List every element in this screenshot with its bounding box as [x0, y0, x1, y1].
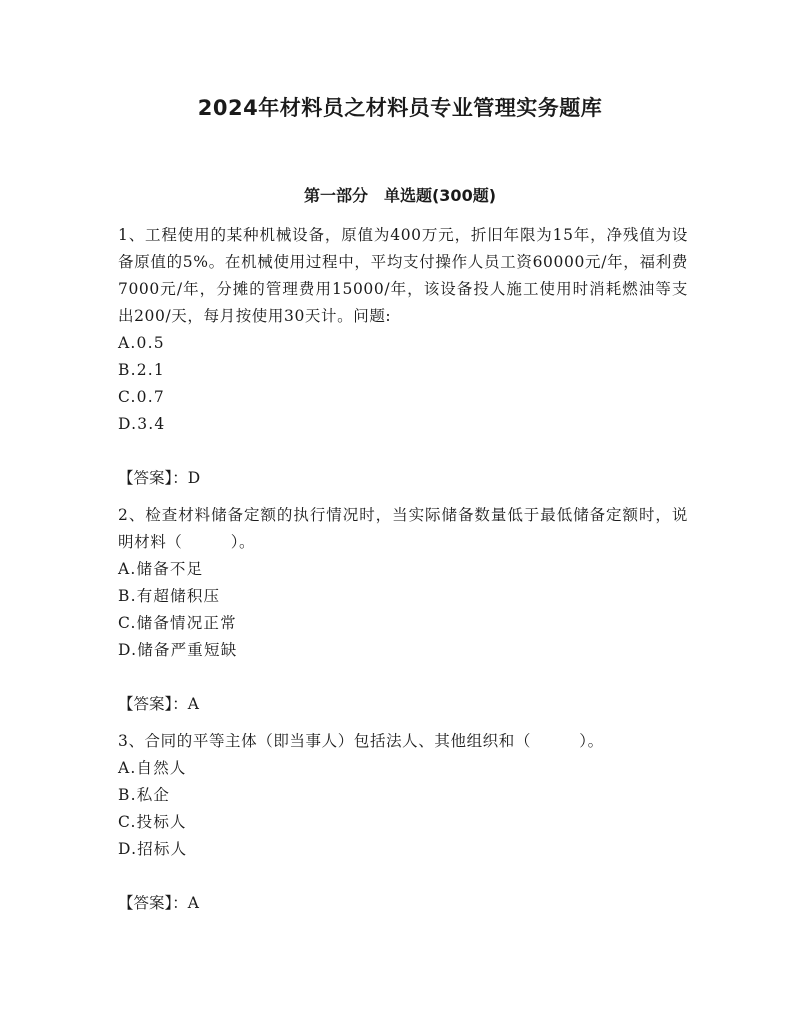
option-b: B.私企: [118, 786, 171, 804]
option-b: B.有超储积压: [118, 587, 221, 605]
option-c: C.投标人: [118, 813, 187, 831]
option-a: A.储备不足: [118, 560, 204, 578]
option-d: D.3.4: [118, 415, 166, 433]
question-2: [118, 502, 688, 718]
answer-line: 【答案】：A: [118, 695, 199, 713]
question-list: [118, 222, 688, 917]
option-a: A.自然人: [118, 759, 187, 777]
question-3: [118, 728, 688, 917]
option-b: B.2.1: [118, 361, 165, 379]
answer-line: 【答案】：A: [118, 894, 199, 912]
option-c: C.储备情况正常: [118, 614, 237, 632]
question-text: 3、合同的平等主体（即当事人）包括法人、其他组织和（ ）。: [118, 732, 604, 750]
option-d: D.招标人: [118, 840, 188, 858]
question-text: 1、工程使用的某种机械设备，原值为400万元，折旧年限为15年，净残值为设备原值的5%。在机械使用过程中，平均支付操作人员工资60000元/年，福利费7000元/年，分摊的管理费用15000/年，该设备投人施工使用时消耗燃油等支出200/天，每月按使用30天计。问题:: [118, 226, 688, 325]
question-text: 2、检查材料储备定额的执行情况时，当实际储备数量低于最低储备定额时，说明材料（ ）。: [118, 506, 688, 551]
question-1: [118, 222, 688, 492]
section-title: 第一部分 单选题(300题): [303, 186, 497, 205]
answer-line: 【答案】：D: [118, 469, 201, 487]
option-a: A.0.5: [118, 334, 165, 352]
option-c: C.0.7: [118, 388, 165, 406]
option-d: D.储备严重短缺: [118, 641, 238, 659]
document-title: 2024年材料员之材料员专业管理实务题库: [197, 96, 603, 120]
